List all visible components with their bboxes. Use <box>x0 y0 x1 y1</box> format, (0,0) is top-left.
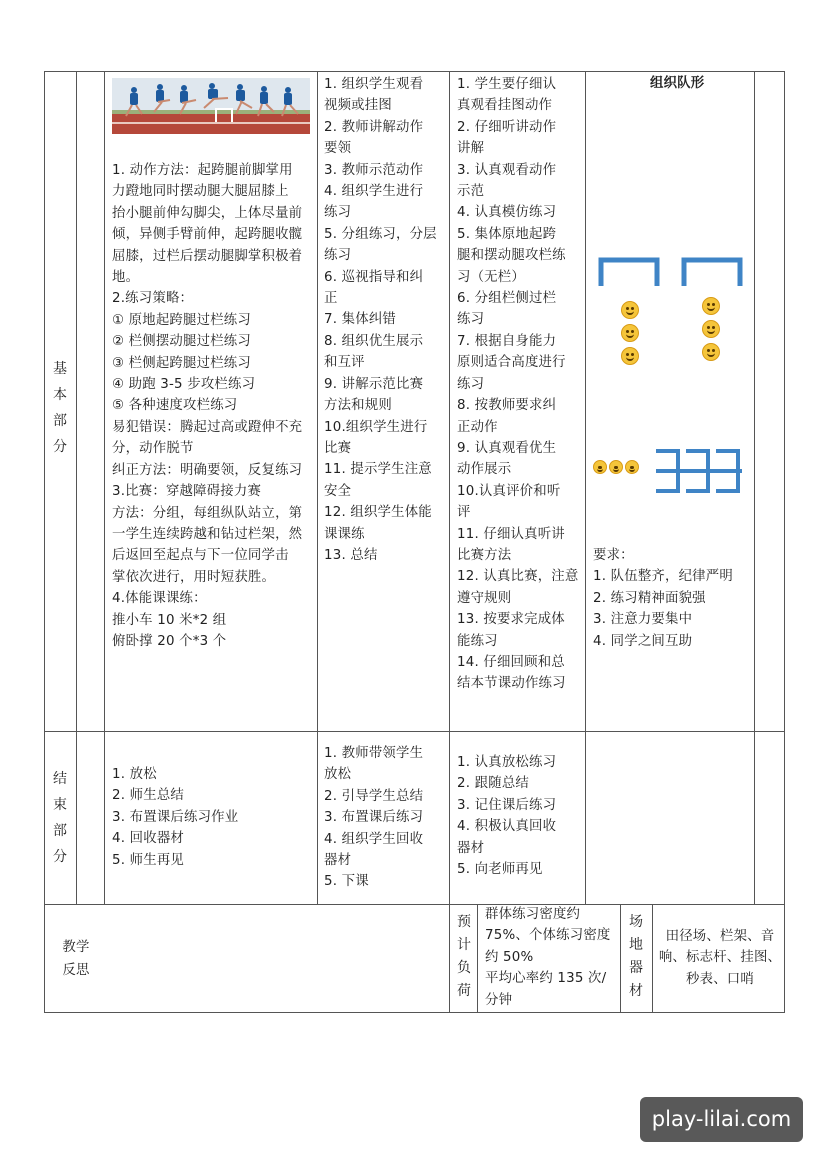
load-line: 群体练习密度约 <box>485 907 581 922</box>
basic-content-text <box>112 160 312 652</box>
teacher-line: 要领 <box>324 141 352 157</box>
teacher-line: 1. 组织学生观看 <box>324 77 424 92</box>
student-line: 原则适合高度进行 <box>457 355 566 371</box>
teacher-line: 12. 组织学生体能 <box>324 505 432 521</box>
teacher-line: 4. 组织学生回收 <box>324 831 424 847</box>
equipment-label: 场 地 器 材 <box>629 914 643 999</box>
teacher-line: 2. 教师讲解动作 <box>324 119 424 135</box>
basic-student-text <box>457 74 583 695</box>
col-divider-1 <box>76 71 77 904</box>
teacher-line: 器材 <box>324 853 352 869</box>
smiley-icon <box>625 460 639 474</box>
content-line: 3. 布置课后练习作业 <box>112 809 239 825</box>
load-line: 75%、个体练习密度 <box>485 928 611 944</box>
student-line: 1. 认真放松练习 <box>457 755 557 770</box>
student-line: 4. 积极认真回收 <box>457 819 557 835</box>
teacher-line: 10.组织学生进行 <box>324 419 428 435</box>
content-line: 3.比赛：穿越障碍接力赛 <box>112 484 262 500</box>
content-line: 5. 师生再见 <box>112 852 184 868</box>
requirements-block <box>593 545 753 652</box>
student-line: 练习 <box>457 312 485 328</box>
content-line: 2. 师生总结 <box>112 788 184 804</box>
load-text <box>485 904 619 1011</box>
teacher-line: 方法和规则 <box>324 398 392 414</box>
content-line: 方法：分组，每组纵队站立，第 <box>112 505 303 521</box>
end-content-text <box>112 764 312 871</box>
load-line: 分钟 <box>485 992 513 1008</box>
footer-divider-a <box>477 904 478 1012</box>
student-line: 3. 认真观看动作 <box>457 162 557 178</box>
teacher-line: 3. 教师示范动作 <box>324 162 424 178</box>
load-line: 约 50% <box>485 949 534 965</box>
table-bottom-border <box>44 1012 785 1013</box>
student-line: 正动作 <box>457 419 498 435</box>
content-line: 2.练习策略： <box>112 291 194 307</box>
table-top-border <box>44 71 785 72</box>
footer-divider-b <box>620 904 621 1012</box>
requirement-item: 2. 练习精神面貌强 <box>593 590 706 606</box>
student-line: 习（无栏） <box>457 269 525 285</box>
content-line: 俯卧撑 20 个*3 个 <box>112 633 227 649</box>
content-line: 纠正方法：明确要领，反复练习 <box>112 462 303 478</box>
table-right-border <box>784 71 785 1012</box>
teacher-line: 练习 <box>324 205 352 221</box>
student-line: 动作展示 <box>457 462 512 478</box>
row-divider-footer <box>44 904 785 905</box>
col-divider-5 <box>585 71 586 904</box>
teacher-line: 4. 组织学生进行 <box>324 184 424 200</box>
teacher-line: 9. 讲解示范比赛 <box>324 376 424 392</box>
col-divider-4 <box>449 71 450 1012</box>
teacher-line: 3. 布置课后练习 <box>324 810 424 826</box>
smiley-icon <box>621 347 639 365</box>
row-divider-end <box>44 731 785 732</box>
formation-bracket-icon <box>595 250 755 290</box>
content-line: ① 原地起跨腿过栏练习 <box>112 312 251 328</box>
student-line: 练习 <box>457 376 485 392</box>
student-line: 10.认真评价和听 <box>457 483 561 499</box>
student-line: 6. 分组栏侧过栏 <box>457 291 557 307</box>
content-line: 4.体能课课练： <box>112 591 207 607</box>
col-divider-2 <box>104 71 105 904</box>
end-student-text <box>457 752 583 880</box>
smiley-icon <box>702 343 720 361</box>
teacher-line: 和互评 <box>324 355 365 371</box>
student-line: 器材 <box>457 840 485 856</box>
teacher-line: 6. 巡视指导和纠 <box>324 269 424 285</box>
content-line: 掌依次进行，用时短获胜。 <box>112 569 276 585</box>
basic-teacher-text <box>324 74 446 566</box>
load-label: 预 计 负 荷 <box>457 914 471 999</box>
student-line: 讲解 <box>457 141 485 157</box>
student-line: 9. 认真观看优生 <box>457 440 557 456</box>
content-line: 1. 动作方法：起跨腿前脚掌用 <box>112 163 293 178</box>
end-teacher-text <box>324 743 446 893</box>
student-line: 12. 认真比赛，注意 <box>457 569 579 585</box>
equipment-text <box>658 926 782 990</box>
student-line: 11. 仔细认真听讲 <box>457 526 565 542</box>
content-line: 地。 <box>112 270 140 286</box>
student-line: 腿和摆动腿攻栏练 <box>457 248 566 264</box>
student-line: 示范 <box>457 184 485 200</box>
student-line: 13. 按要求完成体 <box>457 612 565 628</box>
teacher-line: 视频或挂图 <box>324 98 392 114</box>
requirement-item: 1. 队伍整齐，纪律严明 <box>593 569 733 585</box>
teacher-line: 正 <box>324 291 338 307</box>
student-line: 5. 向老师再见 <box>457 862 543 878</box>
student-line: 2. 仔细听讲动作 <box>457 119 557 135</box>
teacher-line: 课课练 <box>324 526 365 542</box>
content-line: ② 栏侧摆动腿过栏练习 <box>112 334 251 350</box>
teacher-line: 练习 <box>324 248 352 264</box>
requirement-item: 4. 同学之间互助 <box>593 633 693 649</box>
content-line: 易犯错误：腾起过高或蹬伸不充 <box>112 419 303 435</box>
load-line: 平均心率约 135 次/ <box>485 971 607 987</box>
student-line: 3. 记住课后练习 <box>457 797 557 813</box>
content-line: ④ 助跑 3-5 步攻栏练习 <box>112 377 256 393</box>
content-line: 一学生连续跨越和钻过栏架，然 <box>112 526 303 542</box>
smiley-icon <box>621 324 639 342</box>
teacher-line: 5. 下课 <box>324 874 369 890</box>
equipment-line: 田径场、栏架、音 <box>665 929 775 944</box>
teacher-line: 7. 集体纠错 <box>324 312 396 328</box>
student-line: 比赛方法 <box>457 547 512 563</box>
student-line: 2. 跟随总结 <box>457 776 529 792</box>
smiley-icon <box>702 297 720 315</box>
student-line: 5. 集体原地起跨 <box>457 226 557 242</box>
teacher-line: 2. 引导学生总结 <box>324 788 424 804</box>
zigzag-formation-icon <box>652 445 746 497</box>
student-line: 结本节课动作练习 <box>457 676 566 692</box>
content-line: 4. 回收器材 <box>112 831 184 847</box>
requirement-item: 3. 注意力要集中 <box>593 612 693 628</box>
teacher-line: 1. 教师带领学生 <box>324 746 424 761</box>
formation-title: 组织队形 <box>650 76 705 91</box>
hurdle-photo <box>112 78 310 134</box>
student-line: 能练习 <box>457 633 498 649</box>
teacher-line: 比赛 <box>324 440 352 456</box>
col-divider-3 <box>317 71 318 904</box>
student-line: 7. 根据自身能力 <box>457 333 557 349</box>
content-line: 1. 放松 <box>112 767 157 782</box>
smiley-icon <box>702 320 720 338</box>
teacher-line: 安全 <box>324 483 352 499</box>
student-line: 14. 仔细回顾和总 <box>457 654 565 670</box>
col-divider-6 <box>754 71 755 904</box>
teacher-line: 放松 <box>324 767 352 783</box>
smiley-icon <box>609 460 623 474</box>
content-line: 力蹬地同时摆动腿大腿屈膝上 <box>112 184 289 200</box>
table-left-border <box>44 71 45 1012</box>
teacher-line: 8. 组织优生展示 <box>324 333 424 349</box>
basic-section-label: 基 本 部 分 <box>53 361 67 455</box>
smiley-icon <box>621 301 639 319</box>
student-line: 8. 按教师要求纠 <box>457 398 557 414</box>
footer-divider-c <box>652 904 653 1012</box>
requirements-title: 要求： <box>593 548 634 563</box>
equipment-line: 秒表、口哨 <box>686 971 754 987</box>
teacher-line: 5. 分组练习，分层 <box>324 226 437 242</box>
content-line: ③ 栏侧起跨腿过栏练习 <box>112 355 251 371</box>
smiley-icon <box>593 460 607 474</box>
reflection-label: 教学 反思 <box>62 940 90 978</box>
teacher-line: 11. 提示学生注意 <box>324 462 432 478</box>
content-line: 后返回至起点与下一位同学击 <box>112 548 289 564</box>
teacher-line: 13. 总结 <box>324 547 378 563</box>
content-line: 分，动作脱节 <box>112 441 194 457</box>
student-line: 评 <box>457 505 471 521</box>
content-line: 抬小腿前伸勾脚尖，上体尽量前 <box>112 205 303 221</box>
content-line: 推小车 10 米*2 组 <box>112 612 227 628</box>
student-line: 真观看挂图动作 <box>457 98 553 114</box>
watermark-badge: play-lilai.com <box>640 1097 803 1142</box>
content-line: 倾，异侧手臂前伸，起跨腿收髋 <box>112 227 303 243</box>
end-section-label: 结 束 部 分 <box>53 771 67 865</box>
student-line: 遵守规则 <box>457 590 512 606</box>
student-line: 1. 学生要仔细认 <box>457 77 557 92</box>
content-line: ⑤ 各种速度攻栏练习 <box>112 398 238 414</box>
equipment-line: 响、标志杆、挂图、 <box>658 950 782 966</box>
content-line: 屈膝，过栏后摆动腿脚掌积极着 <box>112 248 303 264</box>
student-line: 4. 认真模仿练习 <box>457 205 557 221</box>
